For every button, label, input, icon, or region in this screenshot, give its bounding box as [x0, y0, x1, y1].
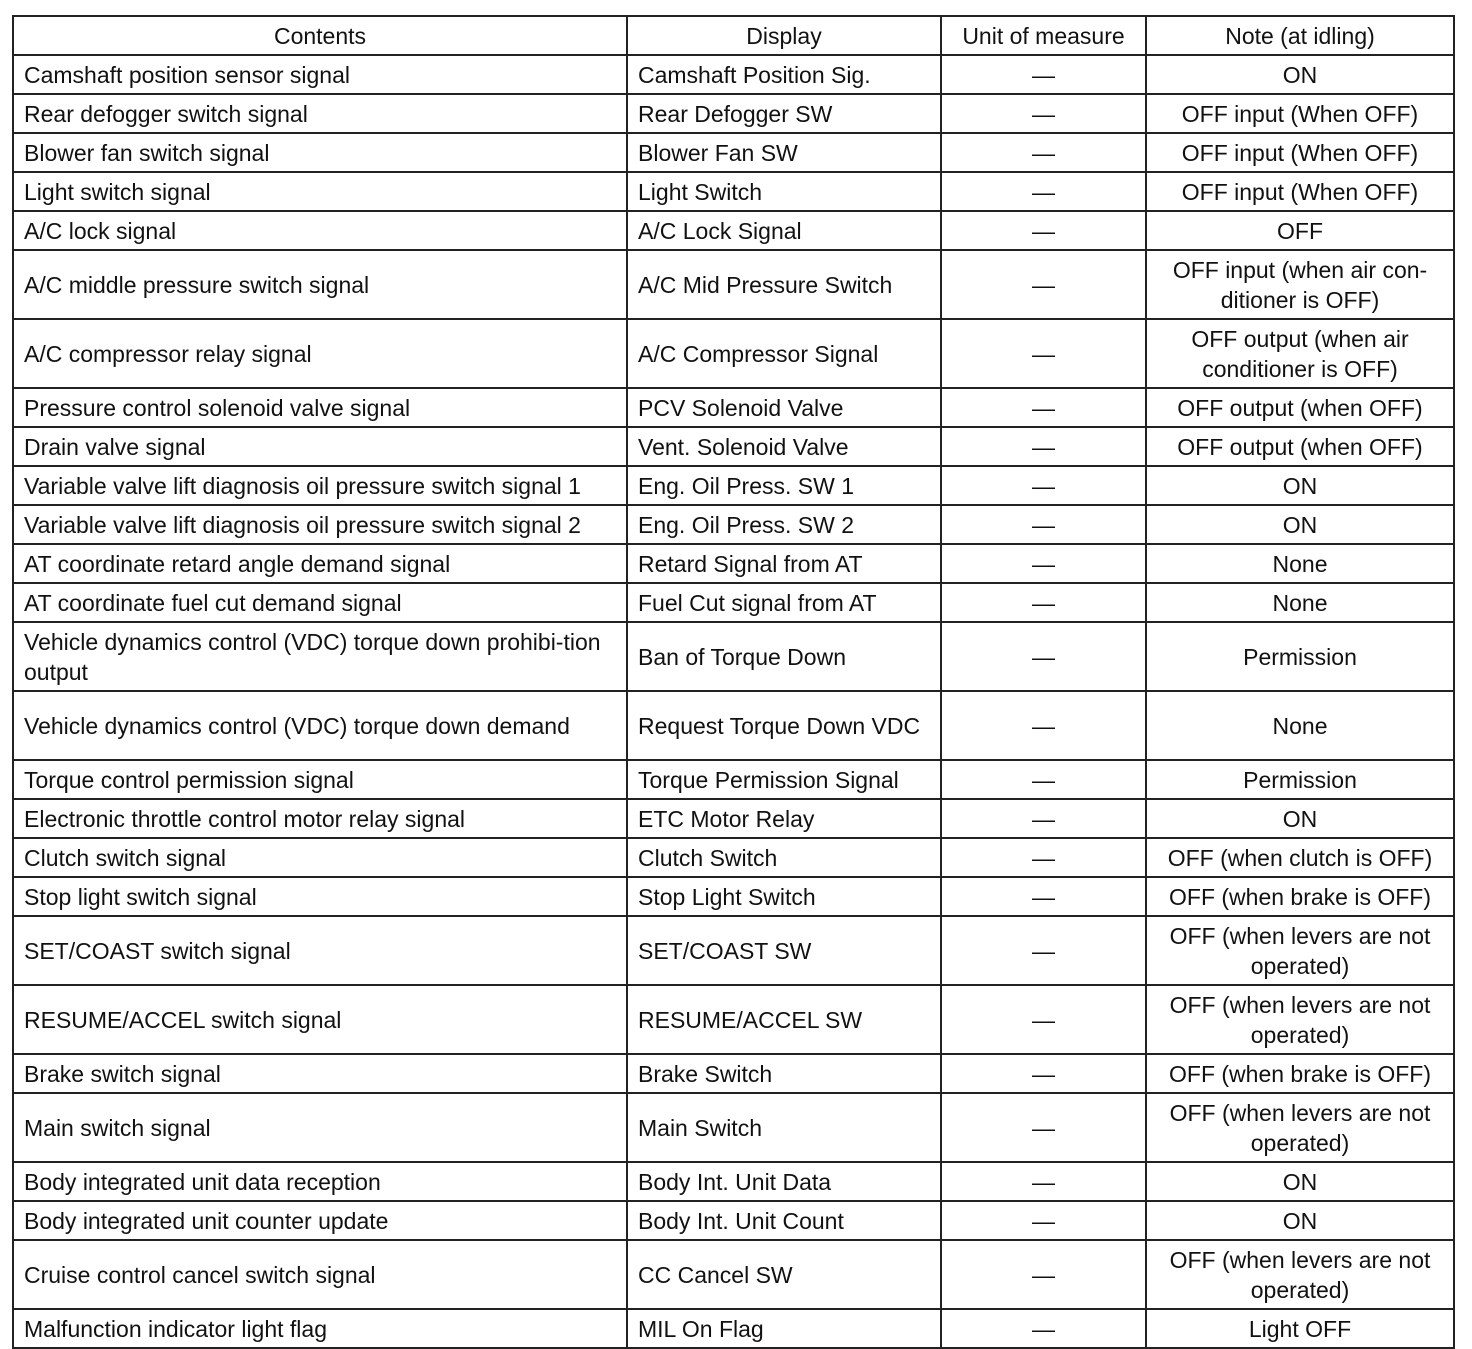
cell-display: Retard Signal from AT [627, 544, 941, 583]
cell-contents: RESUME/ACCEL switch signal [13, 985, 627, 1054]
cell-contents: Stop light switch signal [13, 877, 627, 916]
cell-contents: Brake switch signal [13, 1054, 627, 1093]
table-row [13, 1240, 1454, 1309]
cell-display: SET/COAST SW [627, 916, 941, 985]
cell-unit: — [941, 760, 1146, 799]
cell-display: Fuel Cut signal from AT [627, 583, 941, 622]
cell-note: OFF (when levers are not operated) [1146, 985, 1454, 1054]
cell-unit: — [941, 985, 1146, 1054]
table-row [13, 133, 1454, 172]
cell-note: OFF input (When OFF) [1146, 133, 1454, 172]
cell-display: Camshaft Position Sig. [627, 55, 941, 94]
cell-display: A/C Mid Pressure Switch [627, 250, 941, 319]
cell-display: Brake Switch [627, 1054, 941, 1093]
table-body [13, 55, 1454, 1348]
cell-unit: — [941, 838, 1146, 877]
cell-note: ON [1146, 1162, 1454, 1201]
cell-display: Rear Defogger SW [627, 94, 941, 133]
table-row [13, 427, 1454, 466]
cell-display: Clutch Switch [627, 838, 941, 877]
cell-display: Ban of Torque Down [627, 622, 941, 691]
cell-display: MIL On Flag [627, 1309, 941, 1348]
cell-display: Eng. Oil Press. SW 2 [627, 505, 941, 544]
table-row [13, 799, 1454, 838]
table-row [13, 1309, 1454, 1348]
cell-unit: — [941, 427, 1146, 466]
table-row [13, 1201, 1454, 1240]
cell-display: PCV Solenoid Valve [627, 388, 941, 427]
cell-note: None [1146, 583, 1454, 622]
cell-display: A/C Lock Signal [627, 211, 941, 250]
cell-contents: A/C lock signal [13, 211, 627, 250]
cell-unit: — [941, 133, 1146, 172]
cell-contents: Rear defogger switch signal [13, 94, 627, 133]
cell-unit: — [941, 916, 1146, 985]
header-unit: Unit of measure [941, 16, 1146, 55]
table-row [13, 250, 1454, 319]
cell-display: Vent. Solenoid Valve [627, 427, 941, 466]
header-note: Note (at idling) [1146, 16, 1454, 55]
cell-note: OFF [1146, 211, 1454, 250]
cell-display: Body Int. Unit Count [627, 1201, 941, 1240]
cell-display: Request Torque Down VDC [627, 691, 941, 760]
table-row [13, 622, 1454, 691]
header-contents: Contents [13, 16, 627, 55]
cell-unit: — [941, 1054, 1146, 1093]
cell-note: OFF output (when OFF) [1146, 427, 1454, 466]
cell-contents: Body integrated unit data reception [13, 1162, 627, 1201]
cell-unit: — [941, 466, 1146, 505]
cell-unit: — [941, 55, 1146, 94]
cell-note: OFF output (when OFF) [1146, 388, 1454, 427]
cell-note: OFF (when clutch is OFF) [1146, 838, 1454, 877]
cell-display: Eng. Oil Press. SW 1 [627, 466, 941, 505]
cell-unit: — [941, 388, 1146, 427]
table-row [13, 838, 1454, 877]
cell-note: ON [1146, 55, 1454, 94]
cell-note: ON [1146, 1201, 1454, 1240]
cell-contents: Vehicle dynamics control (VDC) torque down prohibi-tion output [13, 622, 627, 691]
cell-unit: — [941, 544, 1146, 583]
cell-unit: — [941, 319, 1146, 388]
cell-unit: — [941, 877, 1146, 916]
cell-unit: — [941, 1201, 1146, 1240]
cell-contents: AT coordinate fuel cut demand signal [13, 583, 627, 622]
cell-unit: — [941, 172, 1146, 211]
cell-unit: — [941, 1093, 1146, 1162]
cell-unit: — [941, 583, 1146, 622]
table-row [13, 55, 1454, 94]
cell-note: Light OFF [1146, 1309, 1454, 1348]
cell-display: RESUME/ACCEL SW [627, 985, 941, 1054]
header-display: Display [627, 16, 941, 55]
cell-contents: Body integrated unit counter update [13, 1201, 627, 1240]
parameter-table [12, 15, 1455, 1349]
cell-note: OFF (when levers are not operated) [1146, 916, 1454, 985]
table-row [13, 172, 1454, 211]
cell-contents: Torque control permission signal [13, 760, 627, 799]
cell-note: OFF output (when air conditioner is OFF) [1146, 319, 1454, 388]
table-row [13, 505, 1454, 544]
cell-note: ON [1146, 799, 1454, 838]
cell-note: OFF (when levers are not operated) [1146, 1240, 1454, 1309]
table-row [13, 1093, 1454, 1162]
cell-contents: SET/COAST switch signal [13, 916, 627, 985]
cell-contents: Light switch signal [13, 172, 627, 211]
table-row [13, 388, 1454, 427]
cell-contents: A/C compressor relay signal [13, 319, 627, 388]
table-row [13, 466, 1454, 505]
cell-display: Main Switch [627, 1093, 941, 1162]
table-row [13, 94, 1454, 133]
cell-unit: — [941, 250, 1146, 319]
cell-contents: Electronic throttle control motor relay signal [13, 799, 627, 838]
cell-contents: A/C middle pressure switch signal [13, 250, 627, 319]
cell-unit: — [941, 691, 1146, 760]
table-row [13, 985, 1454, 1054]
cell-unit: — [941, 1309, 1146, 1348]
cell-note: OFF (when brake is OFF) [1146, 1054, 1454, 1093]
table-row [13, 583, 1454, 622]
cell-display: A/C Compressor Signal [627, 319, 941, 388]
cell-contents: Variable valve lift diagnosis oil pressure switch signal 1 [13, 466, 627, 505]
cell-contents: Malfunction indicator light flag [13, 1309, 627, 1348]
table-row [13, 211, 1454, 250]
cell-contents: Pressure control solenoid valve signal [13, 388, 627, 427]
table-row [13, 760, 1454, 799]
cell-display: Torque Permission Signal [627, 760, 941, 799]
table-row [13, 319, 1454, 388]
cell-note: OFF input (When OFF) [1146, 94, 1454, 133]
cell-note: Permission [1146, 622, 1454, 691]
cell-display: Stop Light Switch [627, 877, 941, 916]
cell-display: CC Cancel SW [627, 1240, 941, 1309]
table-row [13, 1054, 1454, 1093]
cell-unit: — [941, 622, 1146, 691]
cell-contents: Vehicle dynamics control (VDC) torque down demand [13, 691, 627, 760]
table-row [13, 877, 1454, 916]
table-row [13, 1162, 1454, 1201]
cell-contents: Blower fan switch signal [13, 133, 627, 172]
cell-unit: — [941, 799, 1146, 838]
cell-contents: Variable valve lift diagnosis oil pressure switch signal 2 [13, 505, 627, 544]
cell-note: ON [1146, 505, 1454, 544]
cell-contents: AT coordinate retard angle demand signal [13, 544, 627, 583]
cell-unit: — [941, 1240, 1146, 1309]
cell-unit: — [941, 1162, 1146, 1201]
cell-display: Body Int. Unit Data [627, 1162, 941, 1201]
cell-note: Permission [1146, 760, 1454, 799]
cell-display: ETC Motor Relay [627, 799, 941, 838]
cell-display: Blower Fan SW [627, 133, 941, 172]
cell-contents: Clutch switch signal [13, 838, 627, 877]
cell-display: Light Switch [627, 172, 941, 211]
cell-note: OFF input (when air con-ditioner is OFF) [1146, 250, 1454, 319]
cell-note: ON [1146, 466, 1454, 505]
cell-note: None [1146, 691, 1454, 760]
cell-note: None [1146, 544, 1454, 583]
table-row [13, 916, 1454, 985]
cell-contents: Main switch signal [13, 1093, 627, 1162]
cell-unit: — [941, 94, 1146, 133]
cell-contents: Drain valve signal [13, 427, 627, 466]
cell-unit: — [941, 211, 1146, 250]
table-row [13, 544, 1454, 583]
cell-contents: Cruise control cancel switch signal [13, 1240, 627, 1309]
cell-contents: Camshaft position sensor signal [13, 55, 627, 94]
table-header-row [13, 16, 1454, 55]
cell-unit: — [941, 505, 1146, 544]
cell-note: OFF input (When OFF) [1146, 172, 1454, 211]
cell-note: OFF (when levers are not operated) [1146, 1093, 1454, 1162]
table-row [13, 691, 1454, 760]
cell-note: OFF (when brake is OFF) [1146, 877, 1454, 916]
